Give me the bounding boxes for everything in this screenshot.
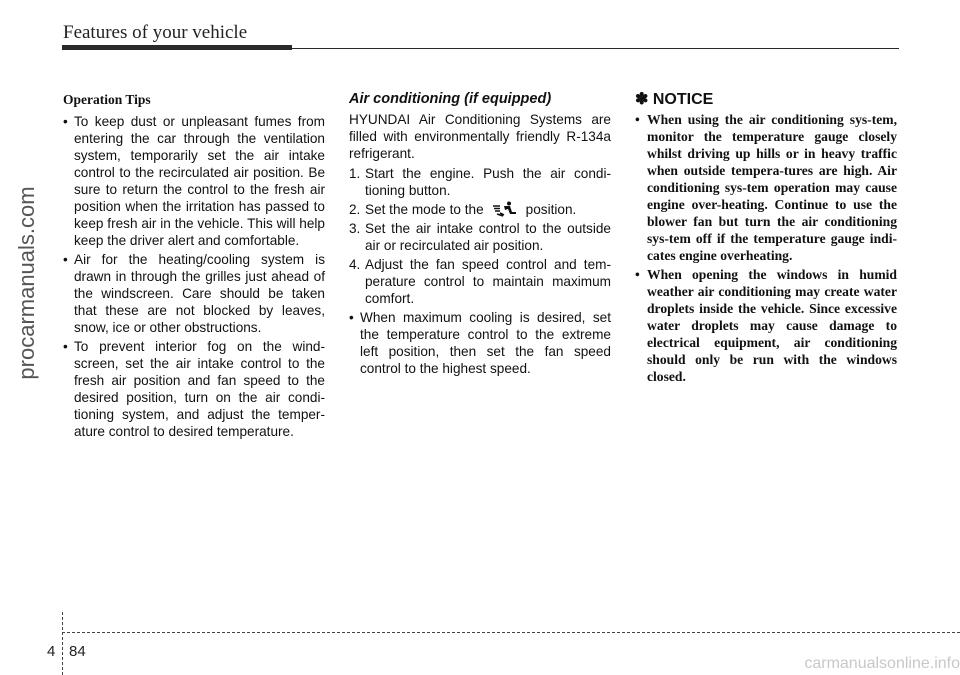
notice-symbol-icon: ✽: [635, 91, 649, 108]
step-number: 4.: [349, 257, 361, 272]
list-item: • When using the air conditioning sys-tem, monitor the temperature gauge closely whilst driving up hills or in heavy traffic when outside tempera-tures are high. Air conditioning sys-tem operation may cause engine over-heating. Continue to use the blower fan but turn the air conditioning sys-tem off if the temperature gauge indi-cates engine overheating.: [635, 112, 897, 263]
page-header-title: Features of your vehicle: [63, 22, 248, 43]
step-text: position.: [525, 202, 577, 217]
list-item: • When opening the windows in humid weather air conditioning may create water droplets inside the vehicle. Since excessive water droplets may cause damage to electrical equipment, air conditioning should only be run with the windows closed.: [635, 267, 897, 384]
header-bar: [62, 45, 292, 50]
list-item: • To keep dust or unpleasant fumes from entering the car through the ventilation system, temporarily set the air intake control to the recirculated air position. Be sure to return the control to the fresh air position when the irritation has passed to keep fresh air in the vehicle. This will help keep the driver alert and comfortable.: [63, 114, 325, 248]
chapter-number: 4: [47, 643, 56, 660]
air-conditioning-steps: [349, 165, 611, 307]
floor-vent-mode-icon: [490, 201, 520, 217]
list-item-text: Air for the heating/cooling system is drawn in through the grilles just ahead of the windscreen. Care should be taken that these are not blocked by leaves, snow, ice or other obstructions.: [74, 252, 325, 335]
footer-rule: [62, 632, 960, 633]
list-item-text: To prevent interior fog on the wind-screen, set the air intake control to the fresh air position and fan speed to the desired position, turn on the air condi-tioning system, and adjust the temper-ature control to desired temperature.: [74, 339, 325, 439]
notice-title-text: NOTICE: [652, 91, 714, 108]
column-operation-tips: [63, 91, 325, 442]
section-title-air-conditioning: Air conditioning (if equipped): [349, 91, 552, 107]
step-text: Start the engine. Push the air condi-tioning button.: [365, 166, 611, 198]
step-text: Set the mode to the: [365, 202, 484, 217]
step-number: 2.: [349, 202, 361, 217]
header-rule: [292, 48, 899, 49]
column-air-conditioning: [349, 91, 611, 379]
side-watermark: procarmanuals.com: [14, 186, 39, 380]
step-number: 3.: [349, 221, 361, 236]
step-item: [349, 201, 611, 218]
column-notice: [635, 91, 897, 387]
page-number: 84: [69, 643, 86, 660]
notice-title: [635, 91, 897, 108]
list-item: • To prevent interior fog on the wind-screen, set the air intake control to the fresh air position and fan speed to the desired position, turn on the air condi-tioning system, and adjust the temper-ature control to desired temperature.: [63, 339, 325, 439]
step-item: [349, 220, 611, 254]
list-item-text: When maximum cooling is desired, set the temperature control to the extreme left position, then set the fan speed control to the highest speed.: [360, 310, 611, 376]
list-item: • When maximum cooling is desired, set the temperature control to the extreme left position, then set the fan speed control to the highest speed.: [349, 310, 611, 376]
step-text: Adjust the fan speed control and tem-perature control to maintain maximum comfort.: [365, 257, 611, 306]
step-item: [349, 165, 611, 199]
footer-divider: [62, 612, 63, 675]
operation-tips-list: [63, 113, 325, 440]
air-conditioning-bullets: [349, 309, 611, 377]
step-text: Set the air intake control to the outside air or recirculated air position.: [365, 221, 611, 253]
air-conditioning-intro: HYUNDAI Air Conditioning Systems are filled with environmentally friendly R-134a refrigerant.: [349, 112, 611, 161]
list-item-text: When using the air conditioning sys-tem, monitor the temperature gauge closely whilst driving up hills or in heavy traffic when outside tempera-tures are high. Air conditioning sys-tem operation may cause engine over-heating. Continue to use the blower fan but turn the air conditioning sys-tem off if the temperature gauge indi-cates engine overheating.: [647, 112, 897, 263]
list-item-text: To keep dust or unpleasant fumes from entering the car through the ventilation system, temporarily set the air intake control to the recirculated air position. Be sure to return the control to the fresh air position when the irritation has passed to keep fresh air in the vehicle. This will help keep the driver alert and comfortable.: [74, 114, 325, 248]
footer-watermark: carmanualsonline.info: [804, 655, 960, 672]
step-item: [349, 256, 611, 307]
notice-list: [635, 111, 897, 385]
list-item-text: When opening the windows in humid weather air conditioning may create water droplets inside the vehicle. Since excessive water droplets may cause damage to electrical equipment, air conditioning should only be run with the windows closed.: [647, 267, 897, 384]
step-number: 1.: [349, 166, 361, 181]
list-item: • Air for the heating/cooling system is drawn in through the grilles just ahead of the windscreen. Care should be taken that these are not blocked by leaves, snow, ice or other obstructions.: [63, 252, 325, 335]
section-title-operation-tips: Operation Tips: [63, 92, 151, 107]
